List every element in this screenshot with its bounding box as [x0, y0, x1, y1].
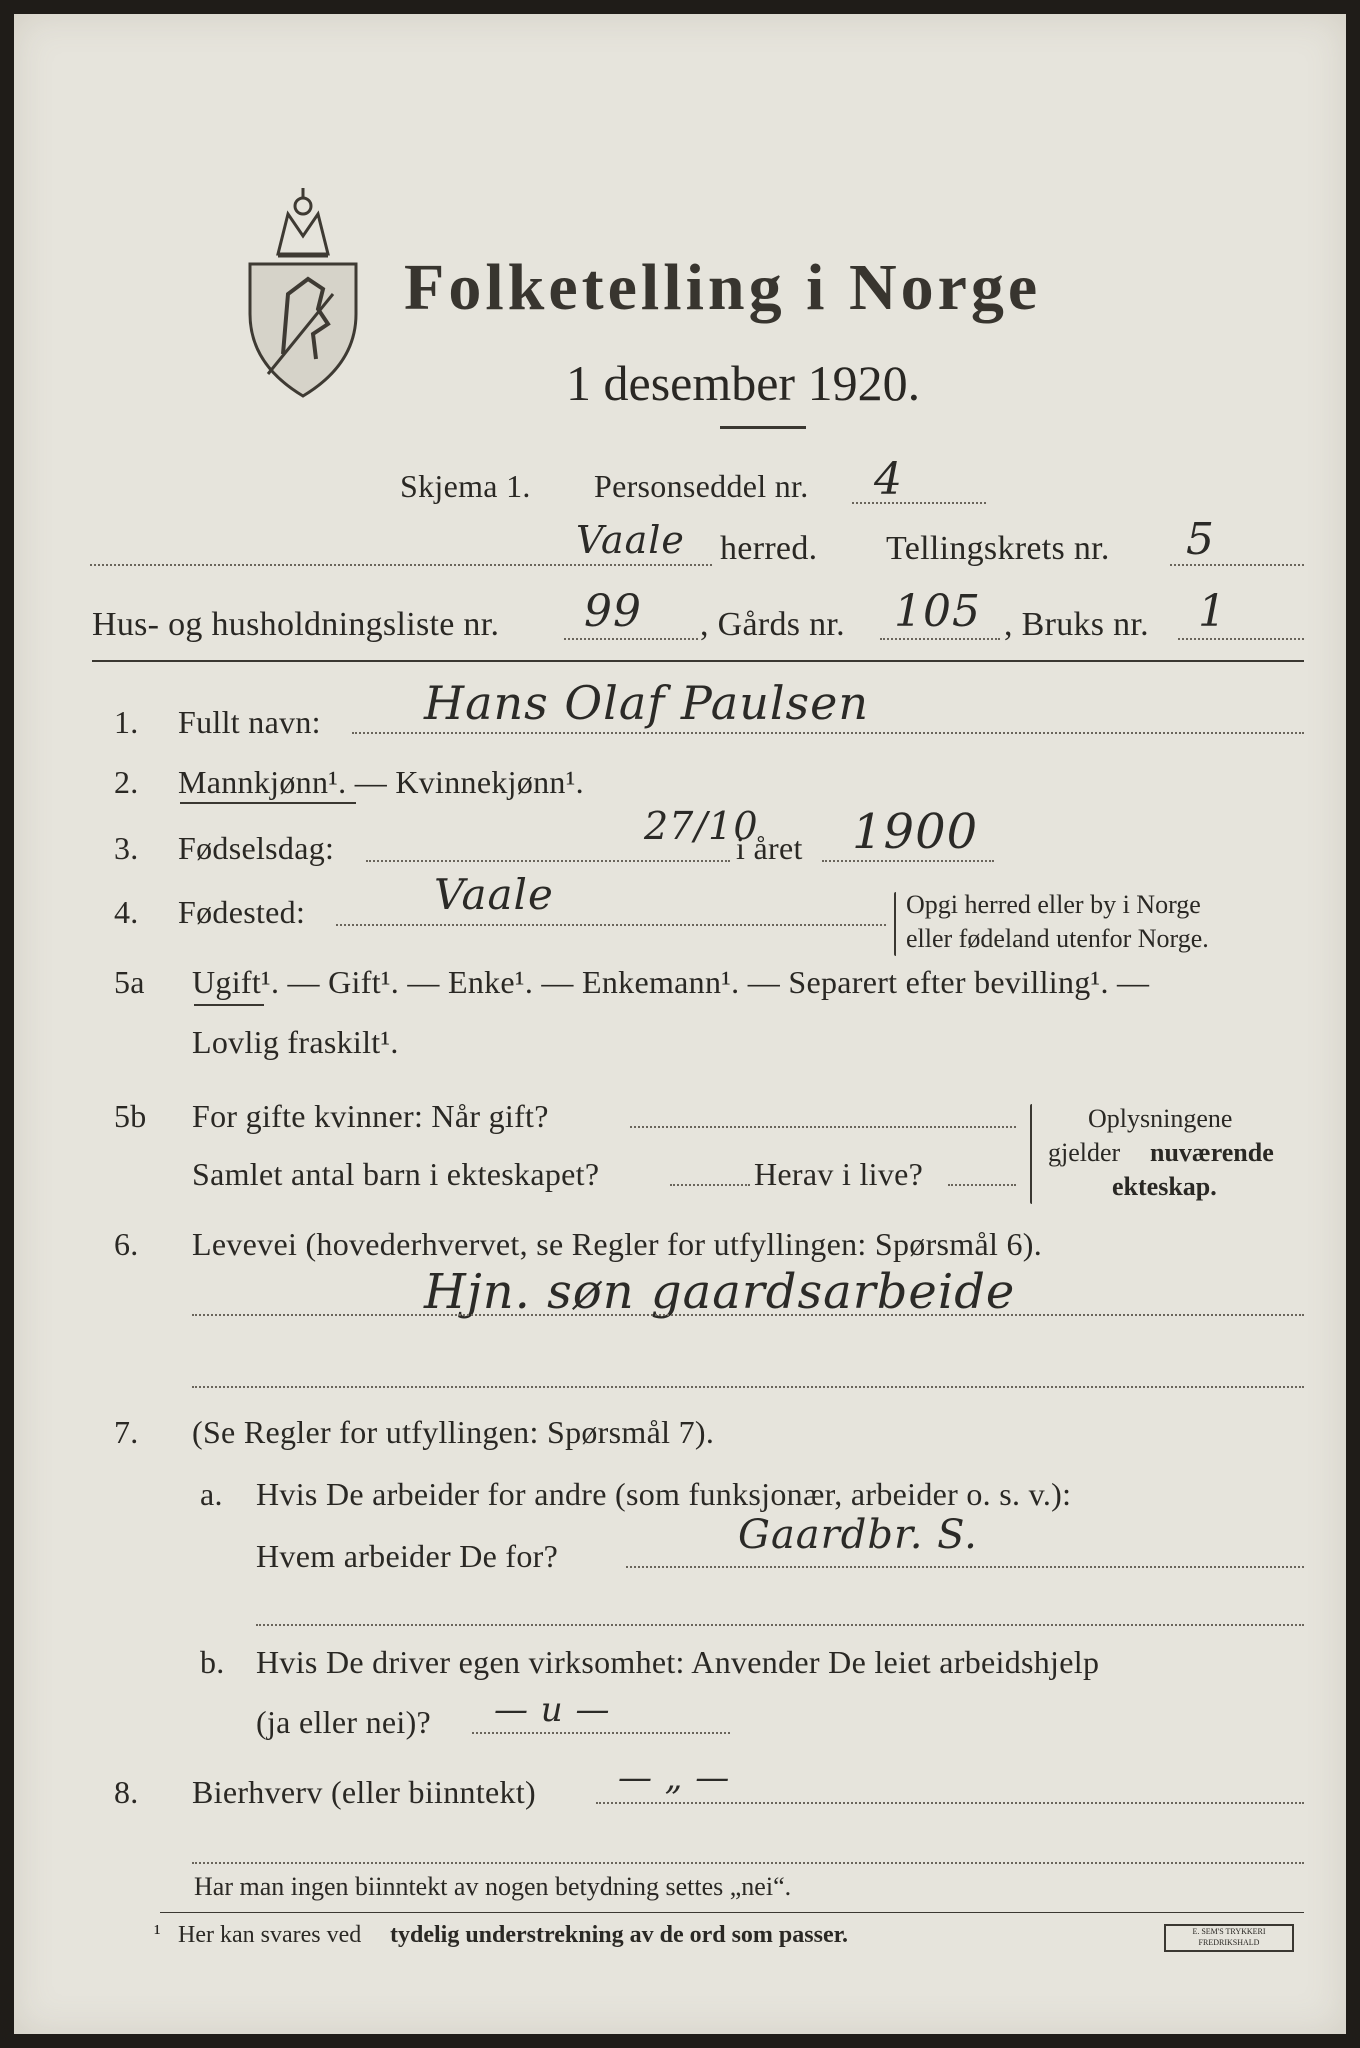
q2-underline — [180, 802, 356, 804]
q5b-line2b: Herav i live? — [754, 1156, 924, 1192]
q1-number: 1. — [114, 704, 139, 740]
q7-number: 7. — [114, 1414, 139, 1450]
q1-full-name: Hans Olaf Paulsen — [424, 676, 869, 730]
q5b-line1: For gifte kvinner: Når gift? — [192, 1098, 549, 1134]
q5a-number: 5a — [114, 964, 145, 1000]
census-date: 1 desember 1920. — [566, 355, 921, 411]
q4-note-line1: Opgi herred eller by i Norge — [906, 890, 1201, 919]
q2-number: 2. — [114, 764, 139, 800]
skjema-label: Skjema 1. — [400, 468, 531, 504]
q6-dotline2 — [192, 1386, 1304, 1388]
husholdningsliste-label: Hus- og husholdningsliste nr. — [92, 606, 500, 643]
gards-dotline — [880, 638, 1000, 640]
q1-label: Fullt navn: — [178, 704, 321, 740]
q8-dotline1 — [596, 1802, 1304, 1804]
bruks-label: , Bruks nr. — [1004, 606, 1149, 643]
q6-label: Levevei (hovederhvervet, se Regler for utfyllingen: Spørsmål 6). — [192, 1226, 1043, 1262]
q7a-letter: a. — [200, 1476, 223, 1512]
q5b-number: 5b — [114, 1098, 147, 1134]
q8-answer: — „ — — [618, 1758, 731, 1798]
personseddel-label: Personseddel nr. — [594, 468, 809, 504]
q5b-married-dotline — [630, 1126, 1016, 1128]
form-title: Folketelling i Norge — [404, 251, 1042, 324]
norwegian-coat-of-arms-icon — [238, 184, 368, 402]
q3-number: 3. — [114, 830, 139, 866]
q3-birth-year: 1900 — [852, 804, 979, 860]
q5a-line1: Ugift¹. — Gift¹. — Enke¹. — Enkemann¹. — Separert efter bevilling¹. — — [192, 964, 1150, 1000]
q5b-children-dotline — [670, 1184, 750, 1186]
gards-value: 105 — [894, 586, 981, 637]
tellingskrets-value: 5 — [1186, 514, 1215, 565]
herred-value: Vaale — [576, 518, 685, 562]
herred-dotline — [90, 564, 712, 566]
herred-label: herred. — [720, 530, 818, 567]
q5b-note-line2a: gjelder — [1048, 1138, 1121, 1167]
header-rule — [92, 660, 1304, 662]
q4-birthplace: Vaale — [434, 870, 554, 919]
q4-label: Fødested: — [178, 894, 306, 930]
q5b-alive-dotline — [948, 1184, 1016, 1186]
q7a-employer: Gaardbr. S. — [738, 1512, 978, 1558]
q4-dotline — [336, 924, 886, 926]
husholdningsliste-dotline — [564, 638, 698, 640]
q6-occupation: Hjn. søn gaardsarbeide — [424, 1264, 1016, 1320]
q4-brace — [894, 892, 896, 956]
q4-number: 4. — [114, 894, 139, 930]
q3-year-label: i året — [736, 830, 803, 866]
q7a-line1: Hvis De arbeider for andre (som funksjonær, arbeider o. s. v.): — [256, 1476, 1072, 1512]
q4-note-line2: eller fødeland utenfor Norge. — [906, 924, 1209, 953]
bruks-value: 1 — [1198, 586, 1227, 637]
q1-dotline — [352, 732, 1304, 734]
footer-note: Har man ingen biinntekt av nogen betydning settes „nei“. — [194, 1872, 792, 1901]
q3-birthday: 27/10 — [644, 804, 759, 848]
q6-dotline1 — [192, 1314, 1304, 1316]
q5b-note-line2b: nuværende — [1150, 1138, 1274, 1167]
q2-label: Mannkjønn¹. — Kvinnekjønn¹. — [178, 764, 584, 800]
q7b-line1: Hvis De driver egen virksomhet: Anvender De leiet arbeidshjelp — [256, 1644, 1100, 1680]
q8-dotline2 — [192, 1862, 1304, 1864]
q7a-line2: Hvem arbeider De for? — [256, 1538, 559, 1574]
footer-rule — [160, 1912, 1304, 1913]
personseddel-dotline — [852, 502, 986, 504]
husholdningsliste-value: 99 — [584, 586, 642, 637]
gards-label: , Gårds nr. — [700, 606, 845, 643]
q5b-note-line3: ekteskap. — [1112, 1172, 1217, 1201]
bruks-dotline — [1178, 638, 1304, 640]
q5b-note-line1: Oplysningene — [1088, 1104, 1233, 1133]
q7a-dotline2 — [256, 1624, 1304, 1626]
footnote-text-bold: tydelig understrekning av de ord som passer. — [390, 1922, 849, 1948]
census-form-page — [14, 14, 1346, 2034]
printer-stamp: E. SEM'S TRYKKERI FREDRIKSHALD — [1164, 1924, 1294, 1952]
q7-label: (Se Regler for utfyllingen: Spørsmål 7). — [192, 1414, 715, 1450]
q7b-letter: b. — [200, 1644, 225, 1680]
q6-number: 6. — [114, 1226, 139, 1262]
q8-label: Bierhverv (eller biinntekt) — [192, 1774, 536, 1810]
q5a-line2: Lovlig fraskilt¹. — [192, 1024, 399, 1060]
personseddel-value: 4 — [874, 454, 903, 505]
q7b-dotline — [472, 1732, 730, 1734]
q7a-dotline1 — [626, 1566, 1304, 1568]
q7b-answer: — u — — [494, 1690, 611, 1730]
tellingskrets-label: Tellingskrets nr. — [886, 530, 1110, 567]
q3-dotline — [366, 860, 730, 862]
title-divider — [720, 426, 806, 429]
q5b-line2a: Samlet antal barn i ekteskapet? — [192, 1156, 600, 1192]
q3-label: Fødselsdag: — [178, 830, 335, 866]
q5a-underline — [194, 1004, 264, 1006]
footnote-marker: ¹ — [154, 1920, 161, 1945]
q8-number: 8. — [114, 1774, 139, 1810]
q7b-line2: (ja eller nei)? — [256, 1704, 432, 1740]
q5b-brace — [1030, 1104, 1032, 1204]
q3-year-dotline — [822, 860, 994, 862]
footnote-text: Her kan svares ved — [178, 1922, 362, 1948]
